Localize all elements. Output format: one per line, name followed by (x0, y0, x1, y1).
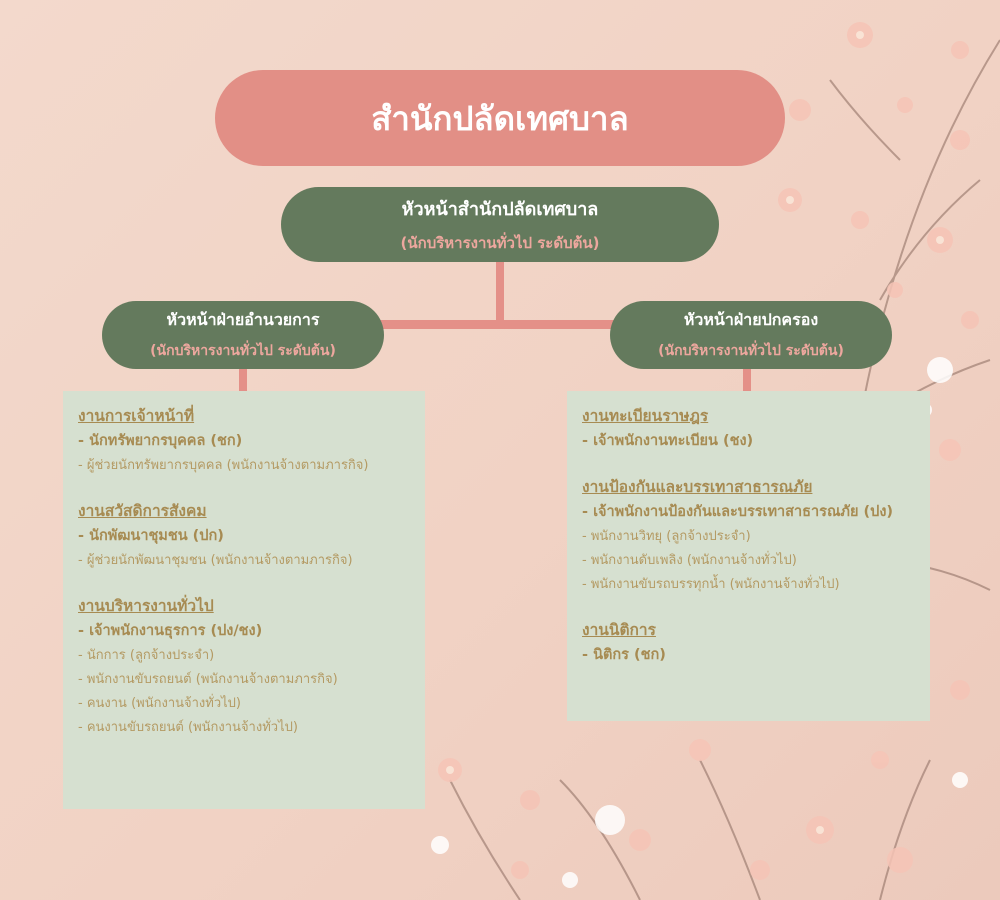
connector-head-down (496, 262, 504, 324)
division-position: (นักบริหารงานทั่วไป ระดับต้น) (150, 343, 336, 359)
head-name: หัวหน้าสำนักปลัดเทศบาล (401, 199, 599, 220)
list-item: - พนักงานขับรถบรรทุกน้ำ (พนักงานจ้างทั่วไป) (582, 577, 840, 592)
section-title: งานป้องกันและบรรเทาสาธารณภัย (582, 478, 813, 496)
connector-right-box (743, 369, 751, 391)
connector-horizontal (380, 320, 616, 329)
section-title: งานทะเบียนราษฎร (582, 407, 709, 425)
division-name: หัวหน้าฝ่ายปกครอง (683, 310, 819, 329)
head-position: (นักบริหารงานทั่วไป ระดับต้น) (400, 234, 600, 252)
list-item: - นักการ (ลูกจ้างประจำ) (78, 648, 215, 663)
list-item: - คนงาน (พนักงานจ้างทั่วไป) (78, 696, 242, 711)
section-title: งานบริหารงานทั่วไป (78, 597, 214, 615)
section-title: งานสวัสดิการสังคม (78, 502, 207, 520)
section-lead: - เจ้าพนักงานป้องกันและบรรเทาสาธารณภัย (ปง) (582, 504, 894, 520)
section-lead: - นิติกร (ชก) (582, 647, 666, 663)
section-title: งานการเจ้าหน้าที่ (78, 407, 195, 425)
division-name: หัวหน้าฝ่ายอำนวยการ (166, 310, 320, 329)
division-node-governance (610, 301, 892, 369)
section (582, 619, 916, 668)
section (582, 405, 916, 454)
list-item: - ผู้ช่วยนักทรัพยากรบุคคล (พนักงานจ้างตามภารกิจ) (78, 458, 369, 473)
division-node-administration (102, 301, 384, 369)
section-lead: - นักทรัพยากรบุคคล (ชก) (78, 433, 243, 449)
list-item: - พนักงานขับรถยนต์ (พนักงานจ้างตามภารกิจ) (78, 672, 338, 687)
section-lead: - เจ้าพนักงานทะเบียน (ชง) (582, 433, 754, 449)
section (582, 476, 916, 597)
section (78, 595, 411, 740)
section (78, 500, 411, 573)
list-item: - พนักงานวิทยุ (ลูกจ้างประจำ) (582, 529, 751, 544)
section-lead: - เจ้าพนักงานธุรการ (ปง/ชง) (78, 623, 263, 639)
list-item: - คนงานขับรถยนต์ (พนักงานจ้างทั่วไป) (78, 720, 298, 735)
division-box-governance (567, 391, 930, 721)
connector-left-box (239, 369, 247, 391)
division-box-administration (63, 391, 425, 809)
section-title: งานนิติการ (582, 621, 656, 639)
list-item: - ผู้ช่วยนักพัฒนาชุมชน (พนักงานจ้างตามภารกิจ) (78, 553, 353, 568)
page-title: สำนักปลัดเทศบาล (215, 70, 785, 166)
list-item: - พนักงานดับเพลิง (พนักงานจ้างทั่วไป) (582, 553, 797, 568)
division-position: (นักบริหารงานทั่วไป ระดับต้น) (658, 343, 844, 359)
section-lead: - นักพัฒนาชุมชน (ปก) (78, 528, 224, 544)
head-node (281, 187, 719, 262)
section (78, 405, 411, 478)
